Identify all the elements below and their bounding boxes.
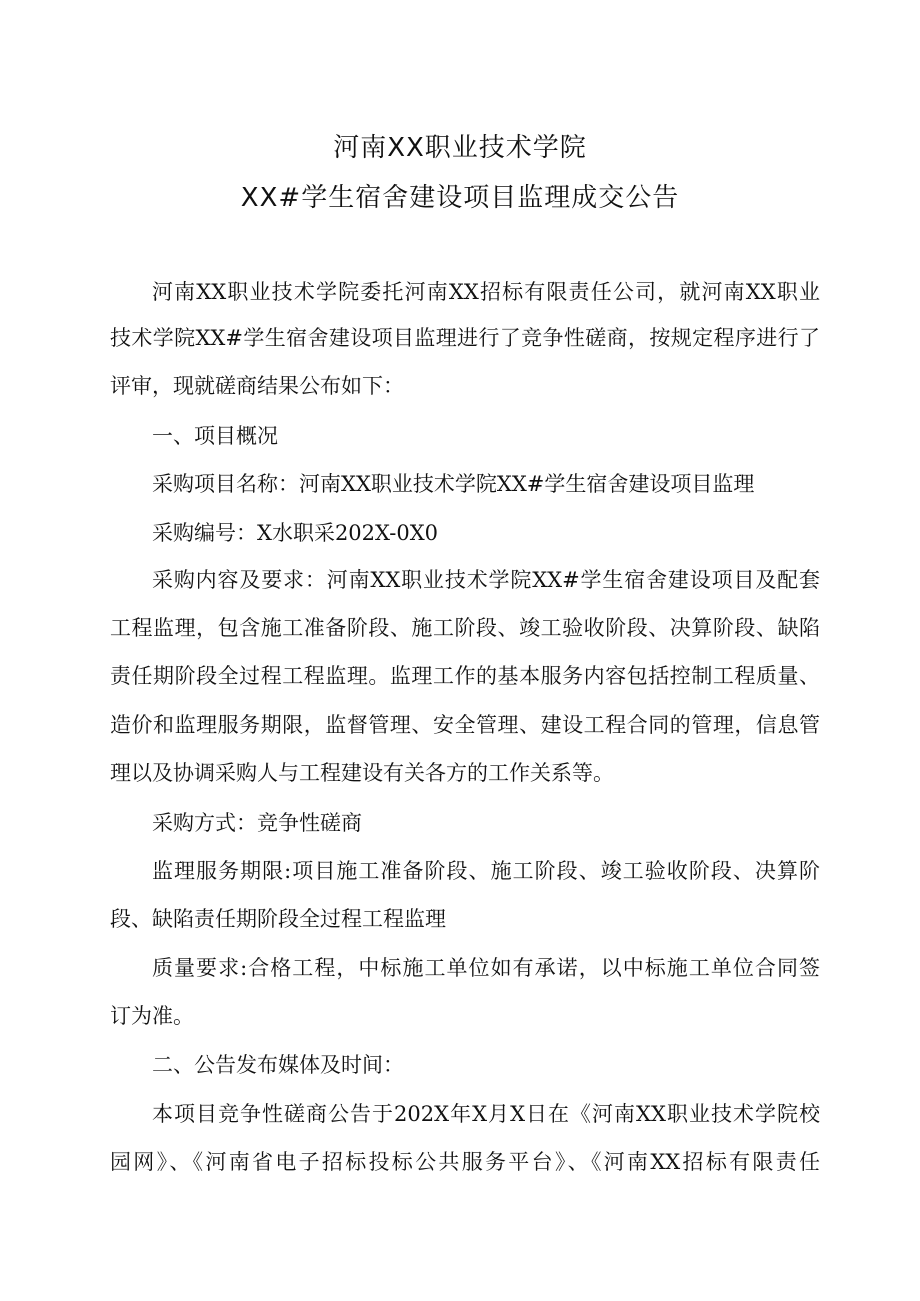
procurement-method: 采购方式：竞争性磋商 [152,811,362,835]
document-title-line-1: 河南XX职业技术学院 [333,133,587,163]
intro-paragraph-line: 评审，现就磋商结果公布如下： [110,374,404,398]
quality-requirement-line: 订为准。 [110,1004,194,1028]
section-heading-project-overview: 一、项目概况 [152,424,278,448]
announcement-media-line: 园网》、《河南省电子招标投标公共服务平台》、《河南XX招标有限责任 [110,1150,820,1174]
procurement-content-line: 采购内容及要求：河南XX职业技术学院XX#学生宿舍建设项目及配套 [152,568,820,592]
section-heading-media-and-time: 二、公告发布媒体及时间： [152,1053,404,1077]
procurement-content-line: 造价和监理服务期限，监督管理、安全管理、建设工程合同的管理，信息管 [110,713,820,737]
intro-paragraph-line: 技术学院XX#学生宿舍建设项目监理进行了竞争性磋商，按规定程序进行了 [110,326,820,350]
announcement-media-line: 本项目竞争性磋商公告于202X年X月X日在《河南XX职业技术学院校 [152,1102,820,1126]
service-period-line: 监理服务期限:项目施工准备阶段、施工阶段、竣工验收阶段、决算阶 [152,859,820,883]
procurement-content-line: 责任期阶段全过程工程监理。监理工作的基本服务内容包括控制工程质量、 [110,664,820,688]
procurement-number: 采购编号：X水职采202X-0X0 [152,521,439,545]
procurement-content-line: 工程监理，包含施工准备阶段、施工阶段、竣工验收阶段、决算阶段、缺陷 [110,616,820,640]
intro-paragraph-line: 河南XX职业技术学院委托河南XX招标有限责任公司，就河南XX职业 [152,280,820,304]
procurement-project-name: 采购项目名称：河南XX职业技术学院XX#学生宿舍建设项目监理 [152,472,755,496]
service-period-line: 段、缺陷责任期阶段全过程工程监理 [110,907,446,931]
quality-requirement-line: 质量要求:合格工程，中标施工单位如有承诺，以中标施工单位合同签 [152,956,820,980]
procurement-content-line: 理以及协调采购人与工程建设有关各方的工作关系等。 [110,761,614,785]
document-title-line-2: XX#学生宿舍建设项目监理成交公告 [240,183,680,213]
